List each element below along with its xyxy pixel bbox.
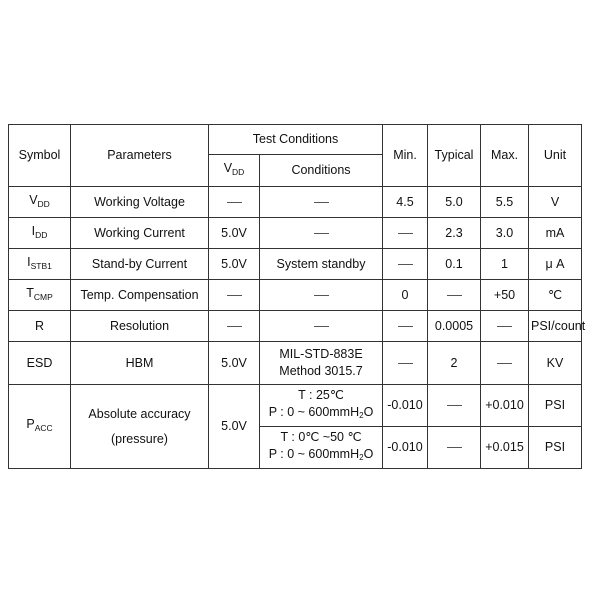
- dash-mark: [227, 326, 242, 327]
- vdd-cell: 5.0V: [209, 249, 260, 280]
- dash-cell: [260, 280, 383, 311]
- spec-table: [8, 124, 586, 469]
- unit-cell: μ A: [529, 249, 582, 280]
- unit-cell: PSI: [529, 427, 582, 469]
- header-conditions: Conditions: [260, 155, 383, 187]
- dash-cell: [209, 280, 260, 311]
- parameter-cell: Resolution: [71, 311, 209, 342]
- dash-mark: [447, 295, 462, 296]
- condition-line: T : 0℃ ~50 ℃: [280, 430, 362, 444]
- dash-mark: [227, 295, 242, 296]
- condition-line: T : 25℃: [298, 388, 344, 402]
- dash-mark: [497, 326, 512, 327]
- dash-cell: [481, 311, 529, 342]
- dash-mark: [447, 405, 462, 406]
- unit-cell: PSI/count: [529, 311, 582, 342]
- typical-cell: 0.1: [428, 249, 481, 280]
- parameter-cell: HBM: [71, 342, 209, 385]
- table-row: [9, 249, 582, 280]
- unit-cell: KV: [529, 342, 582, 385]
- dash-cell: [383, 249, 428, 280]
- unit-cell: ℃: [529, 280, 582, 311]
- dash-mark: [398, 326, 413, 327]
- dash-mark: [398, 363, 413, 364]
- header-test-conditions: Test Conditions: [209, 125, 383, 155]
- dash-cell: [428, 427, 481, 469]
- dash-mark: [314, 233, 329, 234]
- symbol-cell: $P_{ACC}$: [9, 385, 71, 469]
- parameter-line: (pressure): [111, 431, 168, 446]
- symbol-cell: $I_{STB1}$: [9, 249, 71, 280]
- min-cell: -0.010: [383, 385, 428, 427]
- typical-cell: 2.3: [428, 218, 481, 249]
- symbol-cell: $T_{CMP}$: [9, 280, 71, 311]
- dash-cell: [209, 311, 260, 342]
- table-row: [9, 280, 582, 311]
- typical-cell: 0.0005: [428, 311, 481, 342]
- dash-mark: [314, 295, 329, 296]
- dash-mark: [497, 363, 512, 364]
- symbol-cell: $V_{DD}$: [9, 187, 71, 218]
- dash-cell: [428, 385, 481, 427]
- dash-mark: [447, 447, 462, 448]
- dash-cell: [260, 187, 383, 218]
- max-cell: 5.5: [481, 187, 529, 218]
- condition-cell: [260, 427, 383, 469]
- symbol-cell: $I_{DD}$: [9, 218, 71, 249]
- dash-cell: [383, 342, 428, 385]
- header-vdd: $V_{DD}$: [209, 155, 260, 187]
- vdd-cell: 5.0V: [209, 342, 260, 385]
- dash-cell: [428, 280, 481, 311]
- header-typical: Typical: [428, 125, 481, 187]
- unit-cell: mA: [529, 218, 582, 249]
- dash-cell: [383, 218, 428, 249]
- min-cell: 4.5: [383, 187, 428, 218]
- vdd-cell: 5.0V: [209, 385, 260, 469]
- symbol-cell: R: [9, 311, 71, 342]
- unit-cell: V: [529, 187, 582, 218]
- condition-line: P : 0 ~ 600mmH2O: [268, 447, 374, 462]
- table-row: [9, 187, 582, 218]
- table-row: [9, 385, 582, 427]
- parameter-cell: Working Current: [71, 218, 209, 249]
- max-cell: +0.010: [481, 385, 529, 427]
- parameter-cell: Working Voltage: [71, 187, 209, 218]
- condition-cell: [260, 385, 383, 427]
- dash-cell: [260, 311, 383, 342]
- dash-cell: [260, 218, 383, 249]
- dash-mark: [398, 233, 413, 234]
- min-cell: -0.010: [383, 427, 428, 469]
- condition-cell: System standby: [260, 249, 383, 280]
- parameter-cell: Stand-by Current: [71, 249, 209, 280]
- max-cell: +50: [481, 280, 529, 311]
- header-parameters: Parameters: [71, 125, 209, 187]
- max-cell: 1: [481, 249, 529, 280]
- typical-cell: 5.0: [428, 187, 481, 218]
- table-row: [9, 342, 582, 385]
- dash-cell: [481, 342, 529, 385]
- vdd-cell: 5.0V: [209, 218, 260, 249]
- dash-cell: [209, 187, 260, 218]
- typical-cell: 2: [428, 342, 481, 385]
- dash-mark: [227, 202, 242, 203]
- header-unit: Unit: [529, 125, 582, 187]
- parameter-cell: Temp. Compensation: [71, 280, 209, 311]
- unit-cell: PSI: [529, 385, 582, 427]
- max-cell: 3.0: [481, 218, 529, 249]
- symbol-cell: ESD: [9, 342, 71, 385]
- parameter-cell: [71, 385, 209, 469]
- condition-line: Method 3015.7: [279, 364, 363, 378]
- table-row: [9, 218, 582, 249]
- condition-line: P : 0 ~ 600mmH2O: [268, 405, 374, 420]
- header-row-1: [9, 125, 582, 155]
- min-cell: 0: [383, 280, 428, 311]
- dash-mark: [314, 326, 329, 327]
- header-symbol: Symbol: [9, 125, 71, 187]
- dash-mark: [314, 202, 329, 203]
- header-min: Min.: [383, 125, 428, 187]
- table-row: [9, 311, 582, 342]
- header-max: Max.: [481, 125, 529, 187]
- condition-cell: [260, 342, 383, 385]
- dash-cell: [383, 311, 428, 342]
- parameter-line: Absolute accuracy: [88, 406, 191, 421]
- max-cell: +0.015: [481, 427, 529, 469]
- dash-mark: [398, 264, 413, 265]
- condition-line: MIL-STD-883E: [279, 347, 363, 361]
